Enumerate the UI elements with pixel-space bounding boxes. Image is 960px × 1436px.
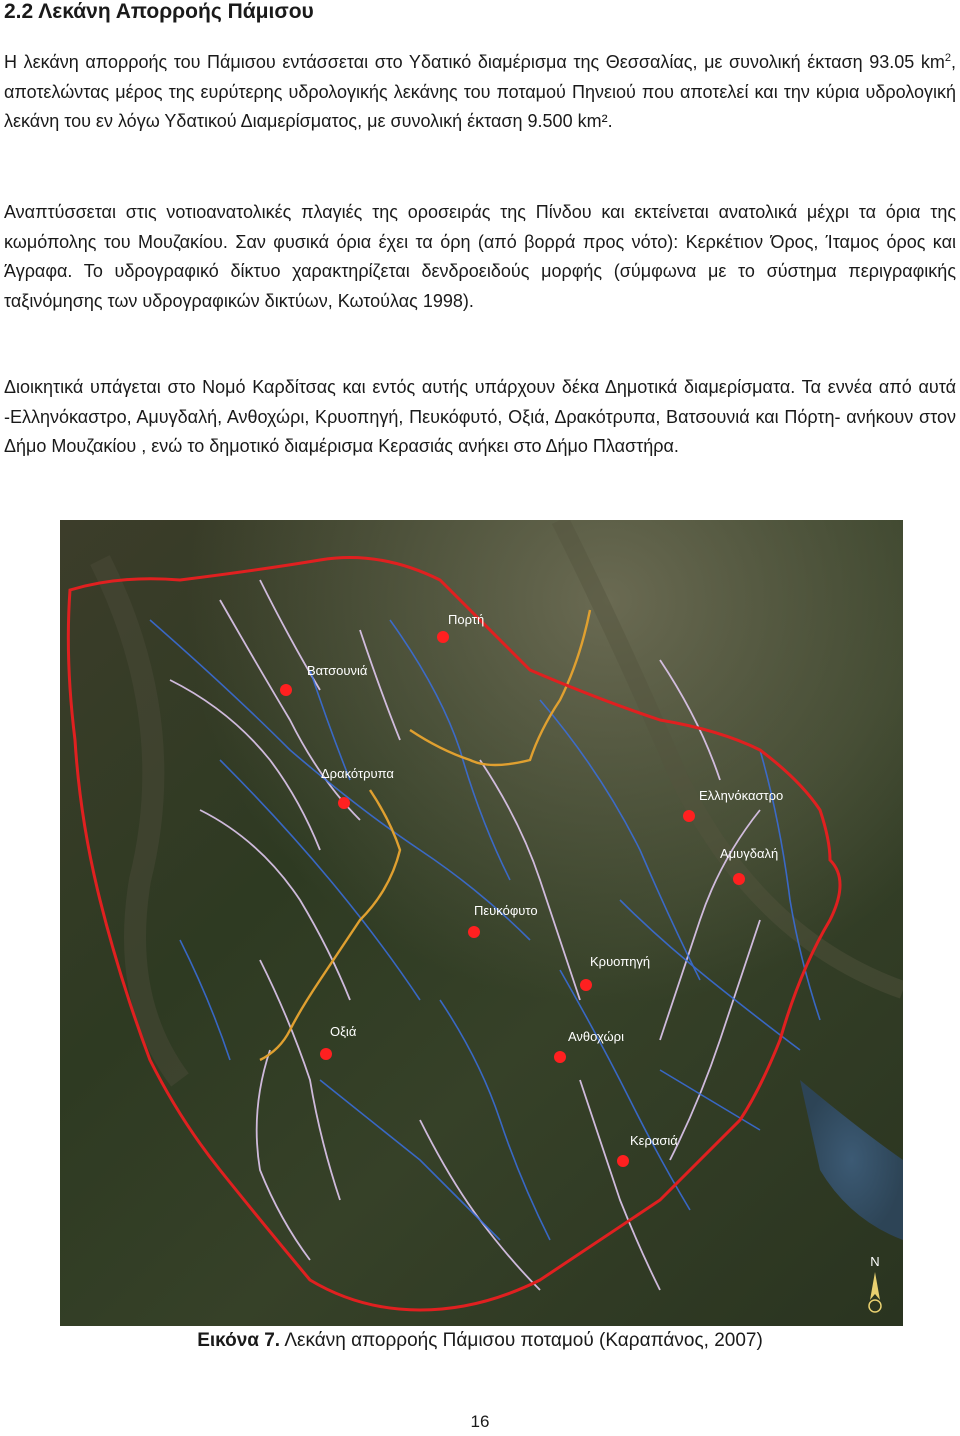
paragraph-1-sup: 2 xyxy=(944,52,951,64)
north-arrow-label: N xyxy=(870,1254,880,1269)
paragraph-3: Διοικητικά υπάγεται στο Νομό Καρδίτσας και εντός αυτής υπάρχουν δέκα Δημοτικά διαμερίσματα. Τα εννέα από αυτά -Ελληνόκαστρο, Αμυγδαλή, Ανθοχώρι, Κρυοπηγή, Πευκόφυτό, Οξιά, Δρακότρυπα, Βατσουνιά και Πόρτη- ανήκουν στον Δήμο Μουζακίου , ενώ το δημοτικό διαμέρισμα Κερασιάς ανήκει στο Δήμο Πλαστήρα. xyxy=(4,377,956,456)
paragraph-1 xyxy=(4,48,956,137)
paragraph-1-after: , αποτελώντας μέρος της ευρύτερης υδρολογικής λεκάνης του ποταμού Πηνειού που αποτελεί και την κύρια υδρολογική λεκάνη του εν λόγω Υδατικού Διαμερίσματος, με συνολική έκταση 9.500 km². xyxy=(4,52,956,131)
village-label-anthochori: Ανθοχώρι xyxy=(568,1029,624,1044)
village-label-kryopigi: Κρυοπηγή xyxy=(590,954,651,969)
paragraph-2: Αναπτύσσεται στις νοτιοανατολικές πλαγιές της οροσειράς της Πίνδου και εκτείνεται ανατολικά μέχρι τα όρια της κωμόπολης του Μουζακίου. Σαν φυσικά όρια έχει τα όρη (από βορρά προς νότο): Κερκέτιον Όρος, Ίταμος όρος και Άγραφα. Το υδρογραφικό δίκτυο χαρακτηρίζεται δενδροειδούς μορφής (σύμφωνα με το σύστημα περιγραφικής ταξινόμησης των υδρογραφικών δικτύων, Κωτούλας 1998). xyxy=(4,202,956,311)
figure-caption xyxy=(0,1326,960,1356)
village-label-vatsounia: Βατσουνιά xyxy=(307,663,368,678)
village-label-pefkofyto: Πευκόφυτο xyxy=(474,903,538,918)
village-label-porti: Πορτή xyxy=(448,612,485,627)
page-number: 16 xyxy=(470,1412,490,1431)
figure-caption-text: Λεκάνη απορροής Πάμισου ποταμού (Καραπάνος, 2007) xyxy=(280,1330,763,1351)
village-label-amygdali: Αμυγδαλή xyxy=(720,846,779,861)
section-heading: 2.2 Λεκάνη Απορροής Πάμισου xyxy=(4,0,314,23)
figure-caption-label: Εικόνα 7. xyxy=(197,1330,281,1351)
village-label-ellinokastro: Ελληνόκαστρο xyxy=(699,788,784,803)
paragraph-1-before: Η λεκάνη απορροής του Πάμισου εντάσσεται στο Υδατικό διαμέρισμα της Θεσσαλίας, με συνολική έκταση 93.05 km xyxy=(4,52,945,72)
village-label-drakotrypa: Δρακότρυπα xyxy=(321,766,394,781)
village-label-kerasia: Κερασιά xyxy=(630,1133,678,1148)
village-label-oxia: Οξιά xyxy=(330,1024,357,1039)
basin-map xyxy=(60,520,903,1326)
